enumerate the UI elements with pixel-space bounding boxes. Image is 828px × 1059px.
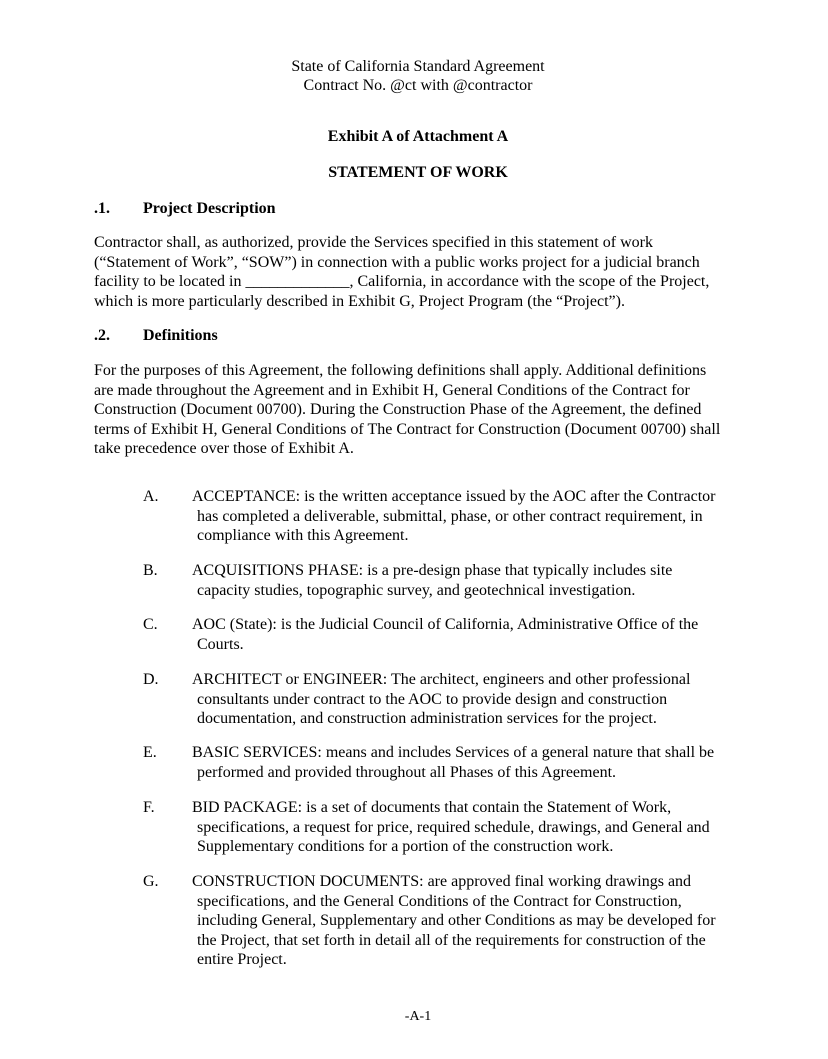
definition-line: compliance with this Agreement. <box>197 527 409 544</box>
definition-line: consultants under contract to the AOC to provide design and construction <box>197 690 668 708</box>
paragraph-line: For the purposes of this Agreement, the following definitions shall apply. Additional definitions <box>94 362 707 379</box>
definition-line: capacity studies, topographic survey, and geotechnical investigation. <box>197 581 636 599</box>
paragraph-line: terms of Exhibit H, General Conditions of The Contract for Construction (Document 00700) shall <box>94 420 721 438</box>
section-1-title: Project Description <box>143 200 276 217</box>
definition-letter: E. <box>143 744 157 761</box>
definition-text <box>192 872 716 970</box>
definition-text <box>192 798 710 857</box>
definition-text <box>192 487 715 546</box>
header-contract-number: Contract No. @ct with @contractor <box>303 77 533 94</box>
definition-text <box>192 561 672 600</box>
definition-letter: B. <box>143 562 158 579</box>
definition-line: Supplementary conditions for a portion of the construction work. <box>197 838 614 855</box>
header-agreement-title: State of California Standard Agreement <box>291 58 545 75</box>
exhibit-title: Exhibit A of Attachment A <box>327 128 509 145</box>
definition-line: has completed a deliverable, submittal, phase, or other contract requirement, in <box>197 507 703 525</box>
section-2-paragraph <box>94 361 754 459</box>
definition-line: ACQUISITIONS PHASE: is a pre-design phase that typically includes site <box>192 562 673 579</box>
definition-letter: G. <box>143 873 159 890</box>
section-1-number: .1. <box>94 200 110 217</box>
definition-letter: D. <box>143 671 159 688</box>
definition-letter: A. <box>143 488 159 505</box>
definition-line: ARCHITECT or ENGINEER: The architect, engineers and other professional <box>192 671 691 688</box>
definition-line: ACCEPTANCE: is the written acceptance issued by the AOC after the Contractor <box>192 488 716 505</box>
definition-line: the Project, that set forth in detail all of the requirements for construction of the <box>197 931 706 949</box>
definition-letter: F. <box>143 799 155 816</box>
page-number: -A-1 <box>404 1009 432 1024</box>
definition-line: specifications, and the General Conditions of the Contract for Construction, <box>197 892 682 910</box>
definition-line: entire Project. <box>197 951 287 968</box>
definition-line: including General, Supplementary and other Conditions as may be developed for <box>197 912 716 929</box>
paragraph-line: (“Statement of Work”, “SOW”) in connection with a public works project for a judicial branch <box>94 253 700 271</box>
paragraph-line: are made throughout the Agreement and in Exhibit H, General Conditions of the Contract for <box>94 381 690 399</box>
section-1-paragraph <box>94 233 754 311</box>
paragraph-line: Contractor shall, as authorized, provide the Services specified in this statement of work <box>94 234 653 251</box>
section-2-title: Definitions <box>143 327 218 344</box>
definition-line: BASIC SERVICES: means and includes Services of a general nature that shall be <box>192 744 715 761</box>
definition-line: CONSTRUCTION DOCUMENTS: are approved final working drawings and <box>192 873 692 890</box>
definition-letter: C. <box>143 616 158 633</box>
paragraph-line: take precedence over those of Exhibit A. <box>94 440 354 457</box>
definition-line: documentation, and construction administration services for the project. <box>197 710 657 727</box>
section-2-number: .2. <box>94 327 110 344</box>
paragraph-line: Construction (Document 00700). During the Construction Phase of the Agreement, the defined <box>94 401 702 418</box>
definition-line: BID PACKAGE: is a set of documents that contain the Statement of Work, <box>192 799 672 816</box>
definition-line: specifications, a request for price, required schedule, drawings, and General and <box>197 818 710 836</box>
statement-of-work-title: STATEMENT OF WORK <box>328 164 508 181</box>
definition-line: AOC (State): is the Judicial Council of California, Administrative Office of the <box>192 616 699 633</box>
definition-text <box>192 743 714 782</box>
definition-line: performed and provided throughout all Phases of this Agreement. <box>197 763 617 781</box>
paragraph-line: which is more particularly described in Exhibit G, Project Program (the “Project”). <box>94 292 625 310</box>
definition-text <box>192 670 690 729</box>
definition-text <box>192 615 698 654</box>
definition-line: Courts. <box>197 635 244 653</box>
paragraph-line: facility to be located in _____________, California, in accordance with the scope of the Project, <box>94 273 710 290</box>
